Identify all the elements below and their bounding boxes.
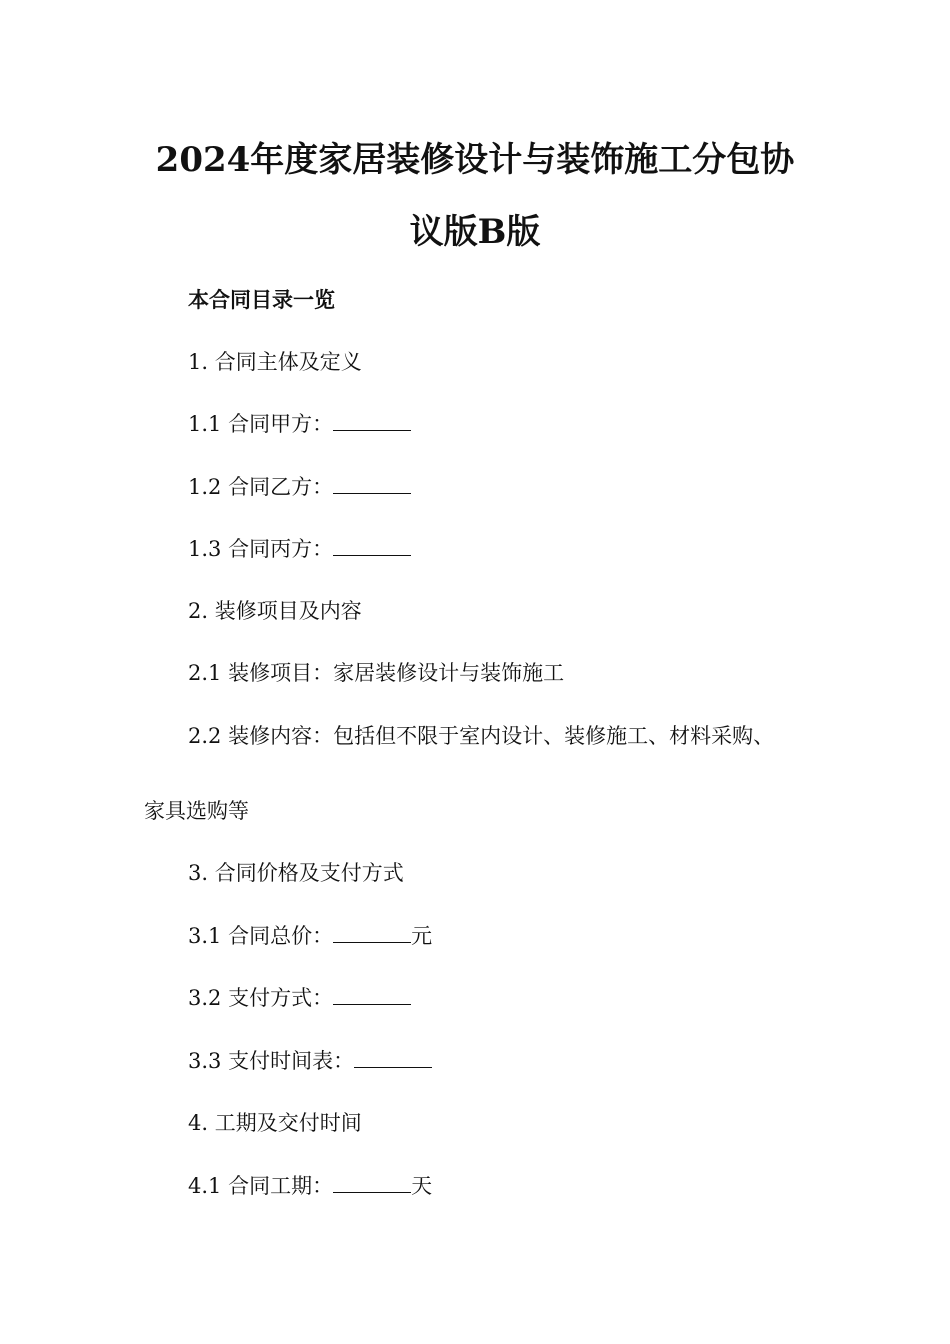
fill-blank [333,537,411,556]
toc-item-text: 1.2 合同乙方： [188,475,334,499]
toc-item-text: 4.1 合同工期： [188,1174,334,1198]
unit-label: 天 [411,1174,433,1198]
toc-item-text: 3.2 支付方式： [188,986,334,1010]
fill-blank [333,924,411,943]
fill-blank [333,1174,411,1193]
toc-item-text: 3. 合同价格及支付方式 [188,861,404,885]
toc-item-text: 1.3 合同丙方： [188,537,334,561]
document-title-line2: 议版B版 [409,212,541,252]
toc-item-text: 4. 工期及交付时间 [188,1111,362,1135]
toc-item [188,533,411,563]
toc-item-text: 家具选购等 [144,799,249,823]
toc-item-text: 3.1 合同总价： [188,924,334,948]
toc-item [188,657,564,687]
toc-item [188,595,362,625]
toc-item [188,346,362,376]
toc-item [188,1045,432,1075]
toc-item-text: 2.2 装修内容：包括但不限于室内设计、装修施工、材料采购、 [188,724,775,748]
toc-item [188,982,411,1012]
toc-item [188,1170,432,1200]
toc-item [188,857,404,887]
toc-item-continuation [144,795,249,825]
toc-item-text: 1. 合同主体及定义 [188,350,362,374]
toc-item-text: 1.1 合同甲方： [188,412,334,436]
toc-item [188,408,411,438]
toc-item [188,920,432,950]
toc-heading: 本合同目录一览 [188,287,335,312]
fill-blank [354,1049,432,1068]
toc-item [188,720,774,750]
toc-item [188,1107,362,1137]
toc-item-text: 2.1 装修项目：家居装修设计与装饰施工 [188,661,565,685]
fill-blank [333,986,411,1005]
document-title-line1: 2024年度家居装修设计与装饰施工分包协 [155,140,795,180]
toc-item-text: 3.3 支付时间表： [188,1049,355,1073]
unit-label: 元 [411,924,433,948]
fill-blank [333,412,411,431]
fill-blank [333,475,411,494]
toc-item-text: 2. 装修项目及内容 [188,599,362,623]
toc-item [188,471,411,501]
